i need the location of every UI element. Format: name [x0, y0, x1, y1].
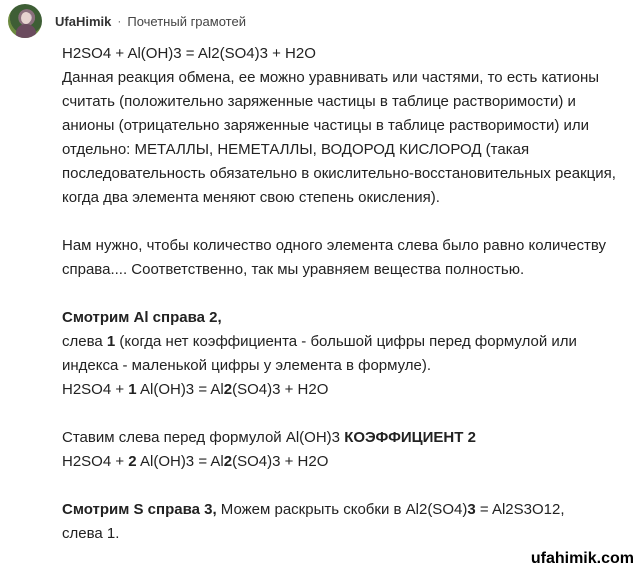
- eq1-index: 2: [223, 381, 233, 398]
- step-1-text: слева: [62, 333, 107, 350]
- step-3-text: Можем раскрыть скобки в Al2(SO4): [216, 501, 468, 518]
- step-3-text-end: = Al2S3O12,: [475, 501, 565, 518]
- avatar-face: [21, 12, 31, 24]
- author-name[interactable]: UfaHimik: [55, 13, 112, 29]
- eq2-index: 2: [223, 453, 233, 470]
- answer-header: [8, 4, 246, 38]
- paragraph-1-text-end: (такая последовательность обязательно в окислительно-восстановительных реакция, когда два элемента меняют свою степень окисления).: [62, 141, 616, 206]
- step-3-heading: Смотрим S справа 3,: [62, 501, 217, 518]
- paragraph-1-caps: МЕТАЛЛЫ, НЕМЕТАЛЛЫ, ВОДОРОД КИСЛОРОД: [134, 141, 482, 158]
- step-2-text: Ставим слева перед формулой Al(OH)3: [62, 429, 345, 446]
- watermark: ufahimik.com: [530, 550, 634, 567]
- step-3-line-2: слева 1.: [62, 525, 120, 542]
- step-1-line: [62, 330, 632, 378]
- paragraph-1: [62, 66, 632, 210]
- author-rank: Почетный грамотей: [127, 13, 246, 29]
- eq1-part: H2SO4 +: [62, 381, 129, 398]
- eq2-part: H2SO4 +: [62, 453, 129, 470]
- step-3-line: [62, 498, 632, 522]
- avatar[interactable]: [8, 4, 42, 38]
- eq1-part: (SO4)3 + H2O: [232, 381, 329, 398]
- eq1-part: Al(OH)3 = Al: [136, 381, 224, 398]
- eq2-coef: 2: [128, 453, 137, 470]
- answer-body: [62, 42, 632, 546]
- paragraph-1-text: Данная реакция обмена, ее можно уравнивать или частями, то есть катионы считать (положительно заряженные частицы в таблице растворимости) и анионы (отрицательно заряженные частицы в таблице растворимости) или отдельно:: [62, 69, 600, 158]
- step-2-caps: КОЭФФИЦИЕНТ 2: [344, 429, 476, 446]
- equation-step-1: [62, 378, 632, 402]
- step-2-line: [62, 426, 632, 450]
- equation-step-2: [62, 450, 632, 474]
- step-1-count: 1: [106, 333, 116, 350]
- eq2-part: (SO4)3 + H2O: [232, 453, 329, 470]
- separator: ·: [117, 14, 122, 28]
- paragraph-2: Нам нужно, чтобы количество одного элемента слева было равно количеству справа.... Соответственно, так мы уравняем вещества полностью.: [62, 237, 607, 278]
- equation-line: H2SO4 + Al(OH)3 = Al2(SO4)3 + H2O: [62, 45, 316, 62]
- eq1-coef: 1: [128, 381, 137, 398]
- step-1-explanation: (когда нет коэффициента - большой цифры перед формулой или индекса - маленькой цифры у элемента в формуле).: [62, 333, 577, 374]
- avatar-body: [16, 24, 36, 38]
- step-1-heading: Смотрим Al справа 2,: [62, 309, 222, 326]
- step-3-index: 3: [467, 501, 476, 518]
- eq2-part: Al(OH)3 = Al: [136, 453, 224, 470]
